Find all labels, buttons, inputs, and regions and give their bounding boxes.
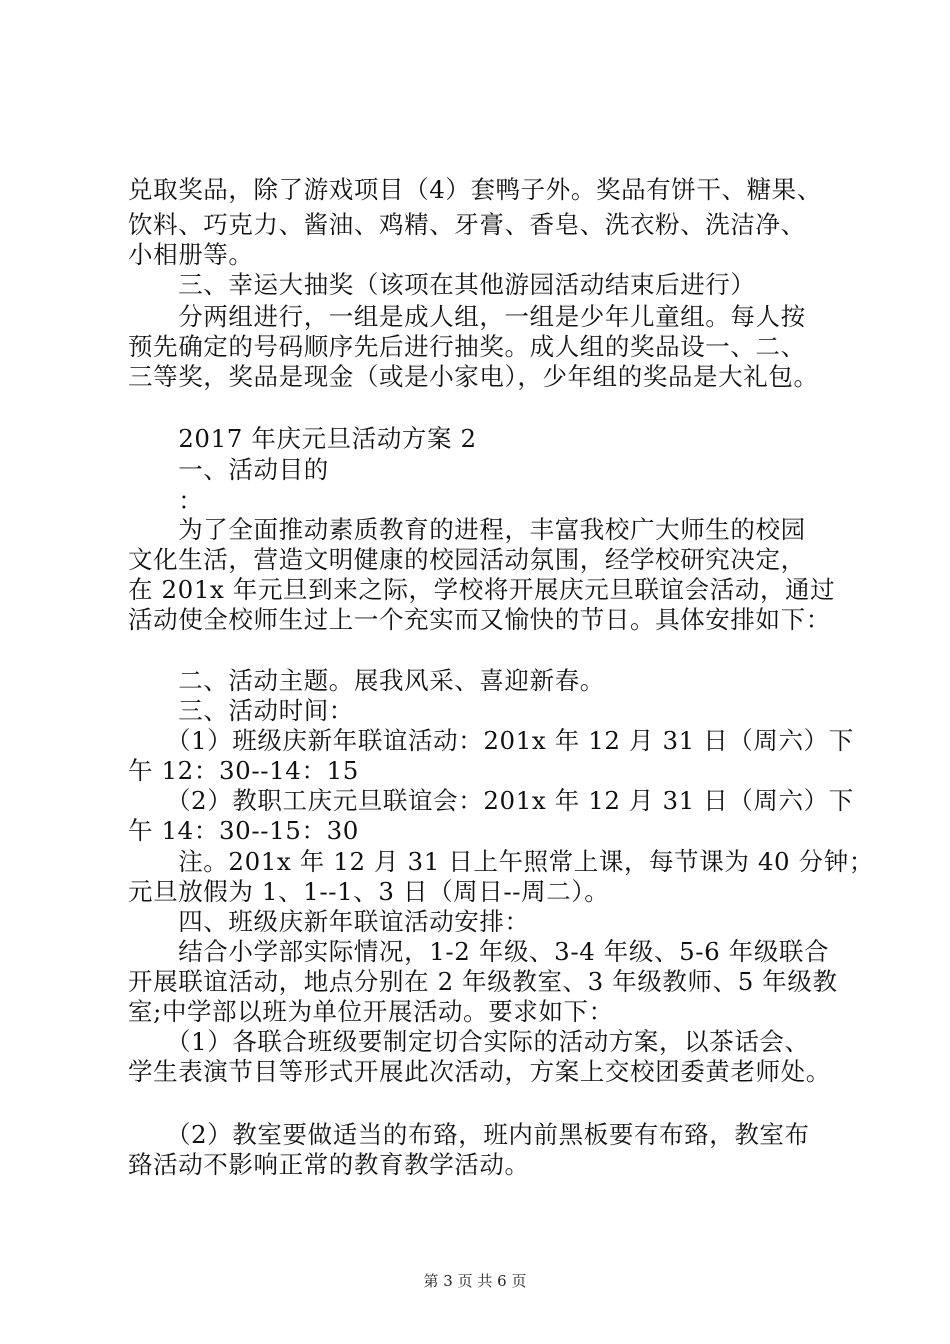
body-text-line: 午 12：30--14：15 <box>128 756 359 785</box>
body-text-line: （1）班级庆新年联谊活动：201x 年 12 月 31 日（周六）下 <box>128 726 854 755</box>
section-heading: 三、幸运大抽奖（该项在其他游园活动结束后进行） <box>128 270 756 299</box>
body-text-line: 文化生活，营造文明健康的校园活动氛围，经学校研究决定， <box>128 545 806 574</box>
section-heading: 三、活动时间： <box>128 696 354 725</box>
body-text-line: 结合小学部实际情况，1-2 年级、3-4 年级、5-6 年级联合 <box>128 937 830 966</box>
document-title: 2017 年庆元旦活动方案 2 <box>128 424 477 453</box>
body-text-line: 预先确定的号码顺序先后进行抽奖。成人组的奖品设一、二、 <box>128 332 806 361</box>
body-text-line: 元旦放假为 1、1--1、3 日（周日--周二）。 <box>128 877 610 906</box>
body-text-line: 开展联谊活动，地点分别在 2 年级教室、3 年级教师、5 年级教 <box>128 967 838 996</box>
body-text-line: ： <box>128 486 204 515</box>
body-text-line: 午 14：30--15：30 <box>128 816 359 845</box>
body-text-line: 分两组进行，一组是成人组，一组是少年儿童组。每人按 <box>128 302 806 331</box>
body-text-line: 饮料、巧克力、酱油、鸡精、牙膏、香皂、洗衣粉、洗洁净、 <box>128 210 806 239</box>
body-text-line: 室;中学部以班为单位开展活动。要求如下： <box>128 997 614 1026</box>
section-heading: 一、活动目的 <box>128 455 329 484</box>
section-heading: 四、班级庆新年联谊活动安排： <box>128 907 530 936</box>
body-text-line: 臵活动不影响正常的教育教学活动。 <box>128 1150 530 1179</box>
body-text-line: 学生表演节目等形式开展此次活动，方案上交校团委黄老师处。 <box>128 1057 831 1086</box>
body-text-line: 三等奖，奖品是现金（或是小家电），少年组的奖品是大礼包。 <box>128 362 819 391</box>
body-text-line: 在 201x 年元旦到来之际，学校将开展庆元旦联谊会活动，通过 <box>128 575 836 604</box>
body-text-line: 为了全面推动素质教育的进程，丰富我校广大师生的校园 <box>128 515 806 544</box>
body-text-line: （2）教室要做适当的布臵，班内前黑板要有布臵，教室布 <box>128 1120 810 1149</box>
body-text-line: （2）教职工庆元旦联谊会：201x 年 12 月 31 日（周六）下 <box>128 786 854 815</box>
body-text-line: （1）各联合班级要制定切合实际的活动方案，以茶话会、 <box>128 1027 810 1056</box>
body-text-line: 小相册等。 <box>128 240 254 269</box>
body-text-line: 注。201x 年 12 月 31 日上午照常上课，每节课为 40 分钟； <box>128 847 874 876</box>
page-number-footer: 第 3 页 共 6 页 <box>423 1272 527 1290</box>
section-heading: 二、活动主题。展我风采、喜迎新春。 <box>128 666 605 695</box>
body-text-line: 兑取奖品，除了游戏项目（4）套鸭子外。奖品有饼干、糖果、 <box>128 175 822 204</box>
body-text-line: 活动使全校师生过上一个充实而又愉快的节日。具体安排如下： <box>128 605 831 634</box>
